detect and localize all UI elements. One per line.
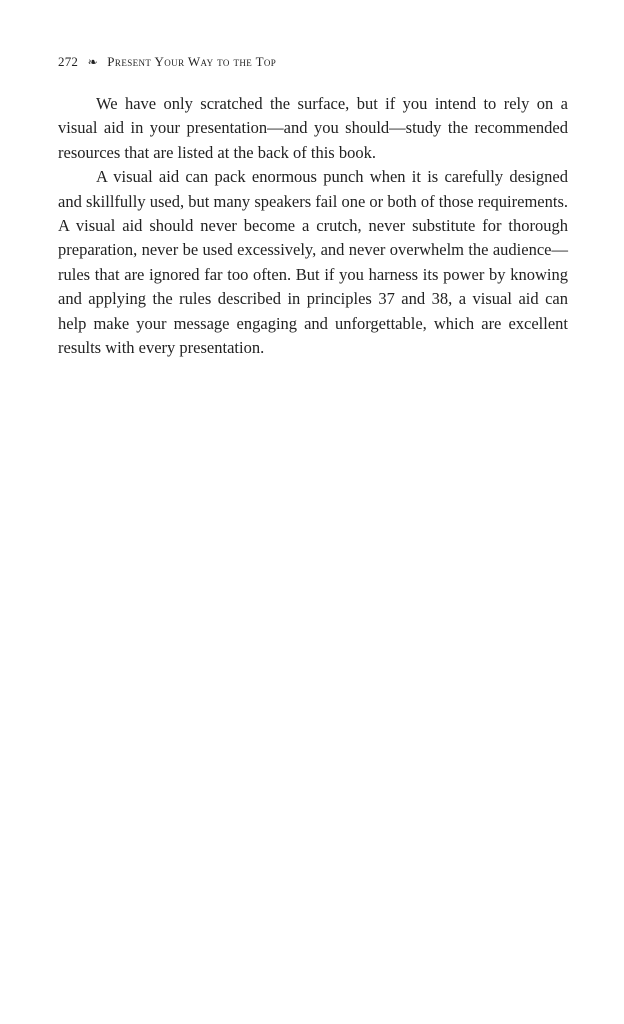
body-text <box>58 92 568 360</box>
book-page <box>58 52 568 360</box>
paragraph-1: We have only scratched the surface, but if you intend to rely on a visual aid in your presentation—and you should—study the recommended resources that are listed at the back of this book. <box>58 94 568 162</box>
running-head <box>58 52 568 72</box>
book-title: Present Your Way to the Top <box>107 54 277 69</box>
fleuron-icon: ❧ <box>87 55 98 69</box>
page-number: 272 <box>58 54 79 69</box>
paragraph-2: A visual aid can pack enormous punch when it is carefully designed and skillfully used, but many speakers fail one or both of those requirements. A visual aid should never become a crutch, never substitute for thorough preparation, never be used excessively, and never overwhelm the audience—rules that are ignored far too often. But if you harness its power by knowing and applying the rules described in principles 37 and 38, a visual aid can help make your message engaging and unforgettable, which are excellent results with every presentation. <box>58 167 568 358</box>
